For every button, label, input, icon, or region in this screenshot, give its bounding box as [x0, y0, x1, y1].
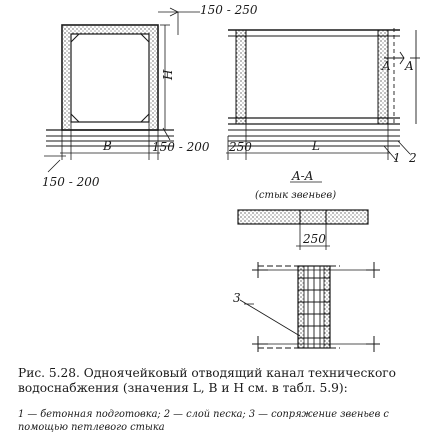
- figure-legend: 1 — бетонная подготовка; 2 — слой песка; 3 — сопряжение звеньев с помощью петлевого стыка: [18, 409, 389, 433]
- marker-1-label: 1: [393, 151, 401, 165]
- section-a-a-view: [238, 182, 380, 352]
- callout-3-label: 3: [233, 291, 241, 305]
- height-label: H: [161, 69, 175, 80]
- section-a1-label: A: [382, 59, 391, 73]
- section-subtitle: (стык звеньев): [255, 190, 337, 201]
- width-label: B: [103, 139, 112, 153]
- length-label: L: [312, 139, 320, 153]
- section-dim-label: 250: [303, 232, 326, 246]
- base-left-label: 150 - 200: [42, 175, 100, 189]
- top-width-label: 150 - 250: [200, 3, 258, 17]
- longitudinal-view: [226, 28, 420, 160]
- section-a2-label: A: [405, 59, 414, 73]
- figure-caption: [18, 366, 434, 396]
- figure-caption-text: Одноячейковый отводящий канал технического водоснабжения (значения L, B и H см. в табл. 5.9):: [18, 366, 397, 395]
- figure-number: Рис. 5.28.: [18, 366, 80, 380]
- marker-2-label: 2: [409, 151, 417, 165]
- base-mid-label: 150 - 200: [152, 140, 210, 154]
- section-title: A-A: [292, 169, 314, 183]
- dim-250-left-label: 250: [229, 140, 252, 154]
